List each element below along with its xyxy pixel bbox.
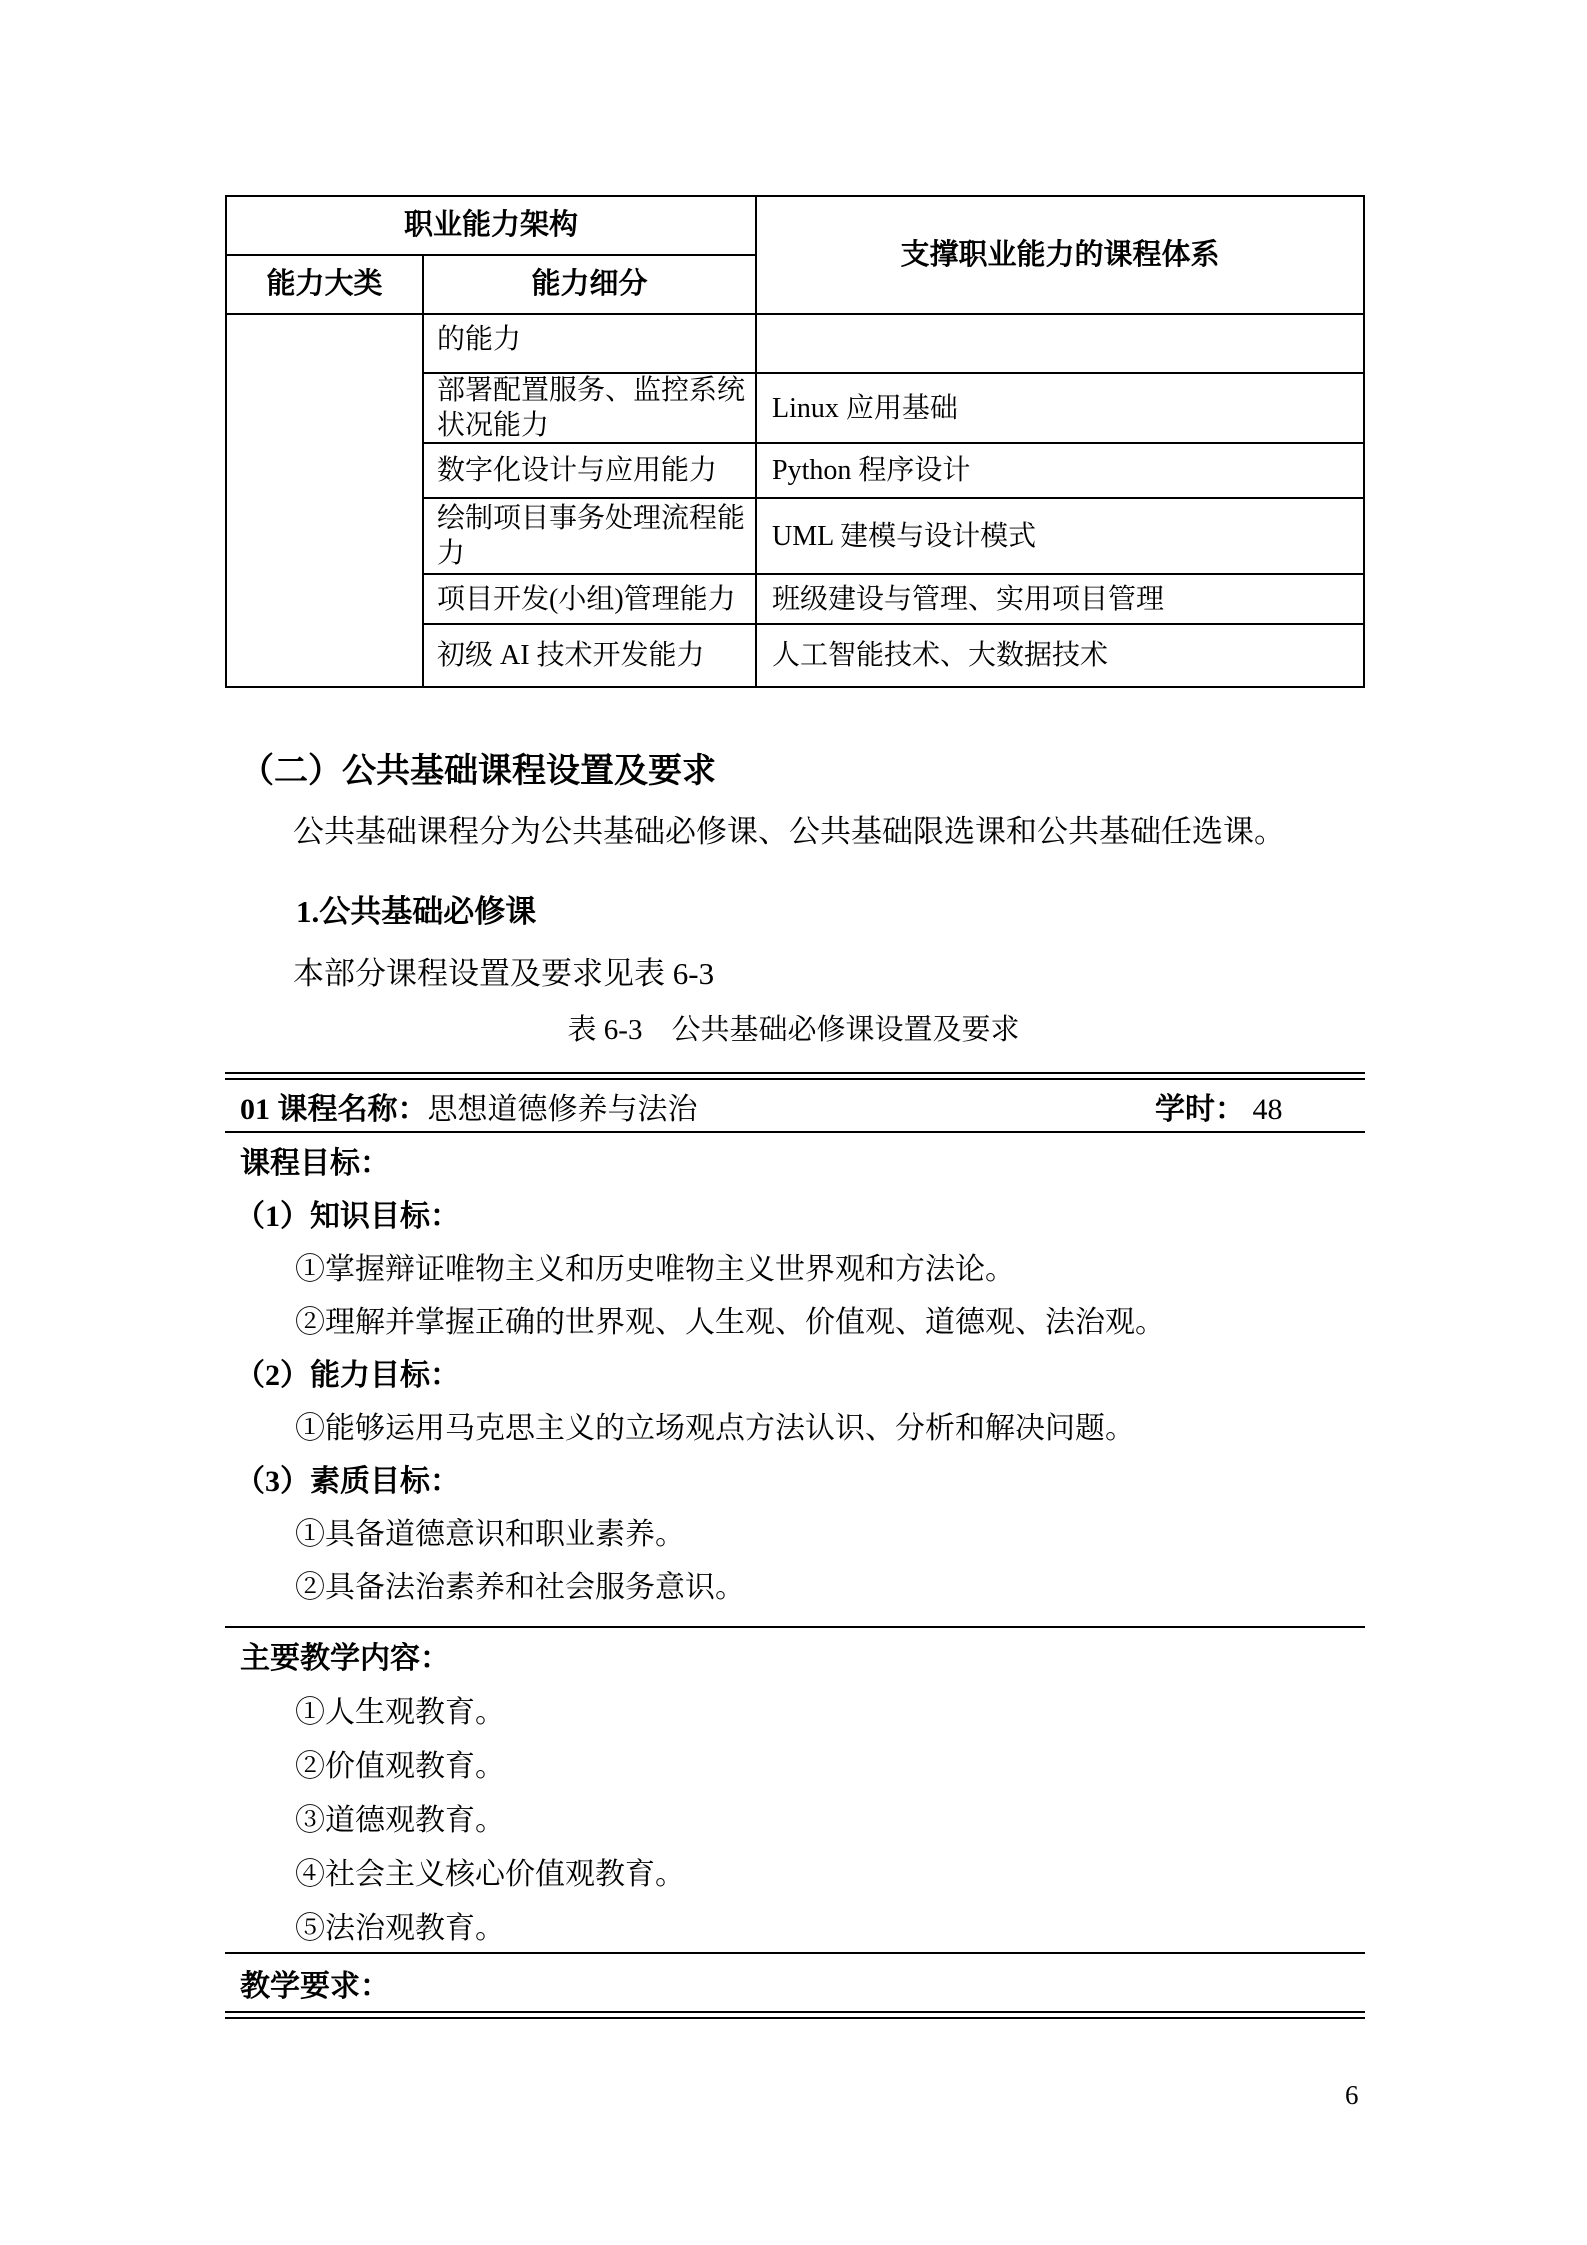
content-item: ③道德观教育。 [295, 1804, 505, 1837]
course-hours [1155, 1084, 1283, 1128]
course-cell: Python 程序设计 [757, 444, 1363, 499]
ability-cell: 的能力 [424, 315, 757, 374]
ability-table [225, 195, 1365, 688]
content-label: 主要教学内容： [240, 1642, 450, 1675]
teaching-content-block [225, 1628, 1365, 1952]
ability-cell: 初级 AI 技术开发能力 [424, 625, 757, 686]
objective-item: ②具备法治素养和社会服务意识。 [295, 1570, 745, 1604]
course-cell: 人工智能技术、大数据技术 [772, 640, 1109, 671]
requirements-label: 教学要求： [240, 1969, 390, 2003]
course-cell: 班级建设与管理、实用项目管理 [757, 575, 1363, 625]
course-no-label: 01 课程名称： [240, 1092, 428, 1126]
ability-cell: 绘制项目事务处理流程能力 [424, 499, 757, 575]
course-table [225, 1072, 1365, 2019]
ability-cell: 项目开发(小组)管理能力 [424, 575, 757, 625]
content-item: ⑤法治观教育。 [295, 1912, 505, 1945]
course-name: 思想道德修养与法治 [427, 1092, 698, 1126]
objective-group-label: （3）素质目标： [235, 1464, 460, 1498]
table-bottom-double-rule [225, 2011, 1365, 2019]
objective-item: ①具备道德意识和职业素养。 [295, 1517, 685, 1551]
course-objectives-block [225, 1133, 1365, 1626]
section-intro: 公共基础课程分为公共基础必修课、公共基础限选课和公共基础任选课。 [293, 814, 1285, 849]
page-number: 6 [1345, 2080, 1359, 2110]
table-caption: 表 6-3 公共基础必修课设置及要求 [567, 1014, 1020, 1046]
ability-cell: 部署配置服务、监控系统状况能力 [424, 374, 757, 444]
objective-item: ①能够运用马克思主义的立场观点方法认识、分析和解决问题。 [295, 1411, 1135, 1445]
ability-table-header-category: 能力大类 [227, 256, 424, 315]
table-reference-note: 本部分课程设置及要求见表 6-3 [293, 956, 715, 991]
objective-group-label: （1）知识目标： [235, 1199, 460, 1233]
objectives-label: 课程目标： [240, 1146, 390, 1180]
ability-table-header-course-system: 支撑职业能力的课程体系 [757, 197, 1363, 315]
ability-table-header-subdivision: 能力细分 [424, 256, 757, 315]
table-top-double-rule [225, 1072, 1365, 1080]
section-heading: （二）公共基础课程设置及要求 [240, 752, 716, 790]
hours-value: 48 [1252, 1092, 1283, 1126]
content-item: ②价值观教育。 [295, 1750, 505, 1783]
course-cell [757, 315, 1363, 374]
subsection-heading: 1.公共基础必修课 [296, 894, 537, 929]
ability-table-category-cell-empty [227, 315, 424, 686]
objective-item: ②理解并掌握正确的世界观、人生观、价值观、道德观、法治观。 [295, 1305, 1165, 1339]
objective-group-label: （2）能力目标： [235, 1358, 460, 1392]
content-item: ④社会主义核心价值观教育。 [295, 1858, 685, 1891]
course-cell: Linux 应用基础 [757, 374, 1363, 444]
course-cell: UML 建模与设计模式 [757, 499, 1363, 575]
content-item: ①人生观教育。 [295, 1696, 505, 1729]
ability-cell: 数字化设计与应用能力 [424, 444, 757, 499]
course-title-row [225, 1080, 1365, 1131]
hours-label: 学时： [1155, 1092, 1245, 1126]
ability-table-header-framework: 职业能力架构 [227, 197, 757, 256]
objective-item: ①掌握辩证唯物主义和历史唯物主义世界观和方法论。 [295, 1252, 1015, 1286]
